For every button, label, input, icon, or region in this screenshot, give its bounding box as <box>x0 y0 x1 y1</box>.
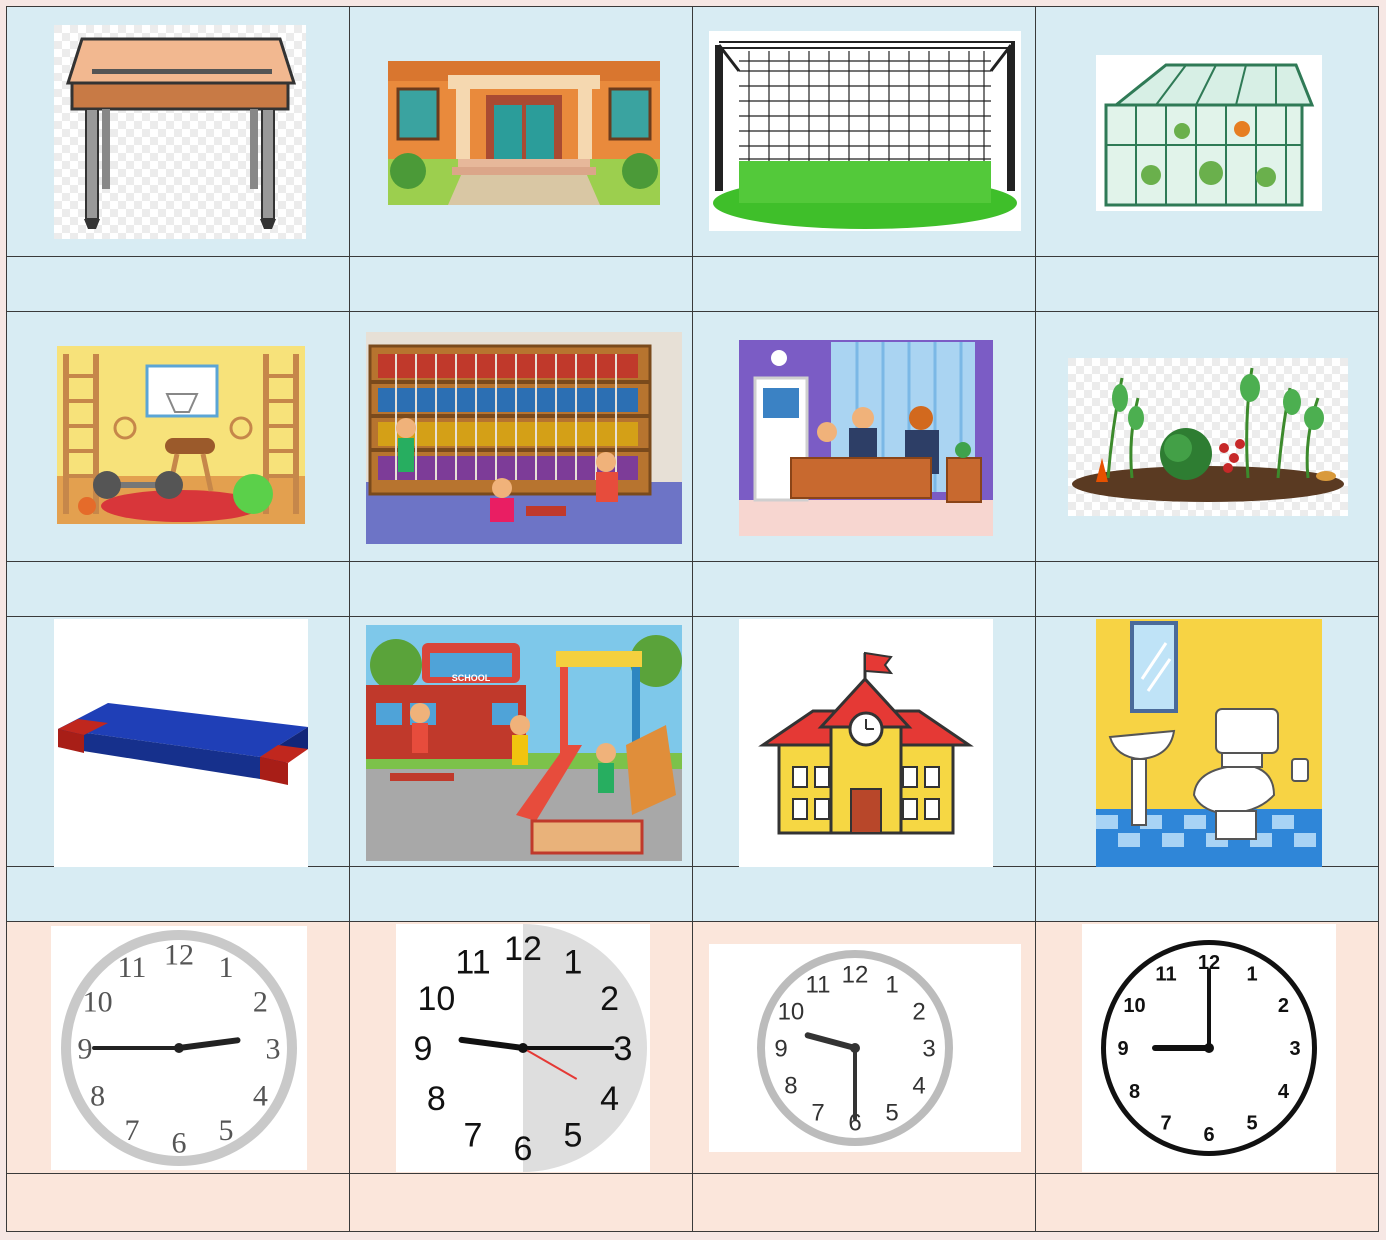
clock-numeral: 12 <box>164 938 194 972</box>
picture-cell <box>350 617 693 867</box>
clock-numeral: 1 <box>885 971 899 999</box>
answer-cell[interactable] <box>693 257 1036 312</box>
clock-center-pin <box>174 1043 184 1053</box>
clock-numeral: 5 <box>563 1116 583 1155</box>
clock-numeral: 10 <box>417 979 456 1018</box>
picture-cell <box>1036 312 1379 562</box>
clock-numeral: 1 <box>218 951 234 985</box>
gym-mat-picture <box>54 619 308 867</box>
playground-picture <box>366 625 682 861</box>
clock-numeral: 4 <box>600 1079 620 1118</box>
wall-clock-icon <box>51 926 307 1170</box>
clock-numeral: 9 <box>1117 1038 1129 1060</box>
clock-numeral: 4 <box>912 1072 926 1100</box>
picture-cell <box>350 7 693 257</box>
answer-cell[interactable] <box>7 1174 350 1232</box>
gym-mat-icon <box>54 619 308 867</box>
worksheet-grid <box>6 6 1379 1232</box>
picture-cell <box>1036 7 1379 257</box>
answer-cell[interactable] <box>1036 562 1379 617</box>
answer-cell[interactable] <box>350 257 693 312</box>
clock-cell <box>7 922 350 1174</box>
answer-cell[interactable] <box>1036 1174 1379 1232</box>
answer-cell[interactable] <box>7 867 350 922</box>
toilet-picture <box>1096 619 1322 867</box>
answer-cell[interactable] <box>350 1174 693 1232</box>
clock-numeral: 1 <box>563 943 583 982</box>
clock-numeral: 8 <box>1128 1081 1141 1103</box>
clock-numeral: 3 <box>1289 1038 1301 1060</box>
clock-numeral: 5 <box>1246 1112 1258 1135</box>
picture-cell <box>350 312 693 562</box>
picture-cell <box>7 7 350 257</box>
picture-cell <box>7 617 350 867</box>
clock-numeral: 7 <box>463 1116 483 1155</box>
clock-numeral: 12 <box>841 961 869 989</box>
principal-office-icon <box>739 340 993 536</box>
clock-numeral: 6 <box>1203 1124 1215 1146</box>
clock-numeral: 6 <box>513 1129 533 1168</box>
football-goal-picture <box>709 31 1021 231</box>
clock-numeral: 5 <box>218 1113 234 1147</box>
answer-cell[interactable] <box>693 867 1036 922</box>
clock-numeral: 9 <box>774 1035 788 1063</box>
answer-cell[interactable] <box>1036 867 1379 922</box>
school-building-picture <box>739 619 993 867</box>
clock-numeral: 3 <box>922 1035 936 1063</box>
school-desk-icon <box>54 25 306 239</box>
toilet-icon <box>1096 619 1322 867</box>
gym-picture <box>57 346 305 524</box>
wall-clock-icon <box>709 944 1021 1152</box>
clock-numeral: 10 <box>82 985 113 1019</box>
clock-numeral: 3 <box>265 1032 281 1066</box>
desk-picture <box>54 25 306 239</box>
picture-cell <box>693 312 1036 562</box>
clock-numeral: 8 <box>90 1079 106 1113</box>
clock-numeral: 11 <box>1155 963 1177 986</box>
svg-text:SCHOOL: SCHOOL <box>451 673 491 683</box>
clock-face-icon <box>396 924 650 1172</box>
answer-cell[interactable] <box>7 562 350 617</box>
library-icon <box>366 332 682 544</box>
clock-numeral: 3 <box>613 1029 633 1068</box>
clock-quarter-past-nine <box>396 924 650 1172</box>
clock-numeral: 2 <box>252 985 268 1019</box>
clock-numeral: 6 <box>848 1109 862 1137</box>
gym-icon <box>57 346 305 524</box>
clock-numeral: 9 <box>77 1032 93 1066</box>
school-entrance-icon <box>388 61 660 205</box>
school-building-icon <box>739 619 993 867</box>
picture-cell <box>1036 617 1379 867</box>
clock-numeral: 11 <box>455 943 491 982</box>
playground-icon <box>366 625 682 861</box>
clock-face-icon <box>1082 924 1336 1172</box>
clock-numeral: 2 <box>600 979 620 1018</box>
clock-numeral: 11 <box>117 951 147 985</box>
library-picture <box>366 332 682 544</box>
clock-numeral: 12 <box>1197 952 1221 974</box>
clock-numeral: 5 <box>885 1099 899 1127</box>
clock-center-pin <box>1204 1043 1214 1053</box>
clock-center-pin <box>518 1043 528 1053</box>
principal-office-picture <box>739 340 993 536</box>
clock-cell <box>350 922 693 1174</box>
answer-cell[interactable] <box>350 562 693 617</box>
answer-cell[interactable] <box>693 562 1036 617</box>
clock-numeral: 7 <box>124 1113 140 1147</box>
clock-numeral: 10 <box>1123 995 1146 1017</box>
answer-cell[interactable] <box>1036 257 1379 312</box>
clock-numeral: 4 <box>252 1079 268 1113</box>
answer-cell[interactable] <box>7 257 350 312</box>
vegetable-garden-icon <box>1068 358 1348 516</box>
clock-numeral: 2 <box>912 998 926 1026</box>
clock-cell <box>693 922 1036 1174</box>
clock-numeral: 2 <box>1277 995 1290 1017</box>
answer-cell[interactable] <box>693 1174 1036 1232</box>
clock-nine-oclock <box>1082 924 1336 1172</box>
clock-numeral: 9 <box>413 1029 433 1068</box>
clock-half-past-nine <box>709 944 1021 1152</box>
football-goal-icon <box>709 31 1021 231</box>
clock-numeral: 8 <box>784 1072 798 1100</box>
picture-cell <box>7 312 350 562</box>
clock-cell <box>1036 922 1379 1174</box>
vegetable-garden-picture <box>1068 358 1348 516</box>
clock-numeral: 6 <box>171 1126 187 1160</box>
answer-cell[interactable] <box>350 867 693 922</box>
clock-center-pin <box>850 1043 860 1053</box>
clock-quarter-to-three <box>51 926 307 1170</box>
clock-numeral: 4 <box>1277 1081 1290 1103</box>
clock-numeral: 1 <box>1246 963 1258 986</box>
clock-numeral: 7 <box>1160 1112 1172 1135</box>
picture-cell <box>693 617 1036 867</box>
clock-numeral: 7 <box>811 1099 825 1127</box>
clock-numeral: 10 <box>777 998 805 1026</box>
picture-cell <box>693 7 1036 257</box>
clock-numeral: 11 <box>805 971 831 999</box>
greenhouse-icon <box>1096 55 1322 211</box>
clock-numeral: 12 <box>504 929 542 968</box>
clock-numeral: 8 <box>426 1079 446 1118</box>
greenhouse-picture <box>1096 55 1322 211</box>
school-entrance-picture <box>388 61 660 205</box>
worksheet <box>6 6 1378 1240</box>
